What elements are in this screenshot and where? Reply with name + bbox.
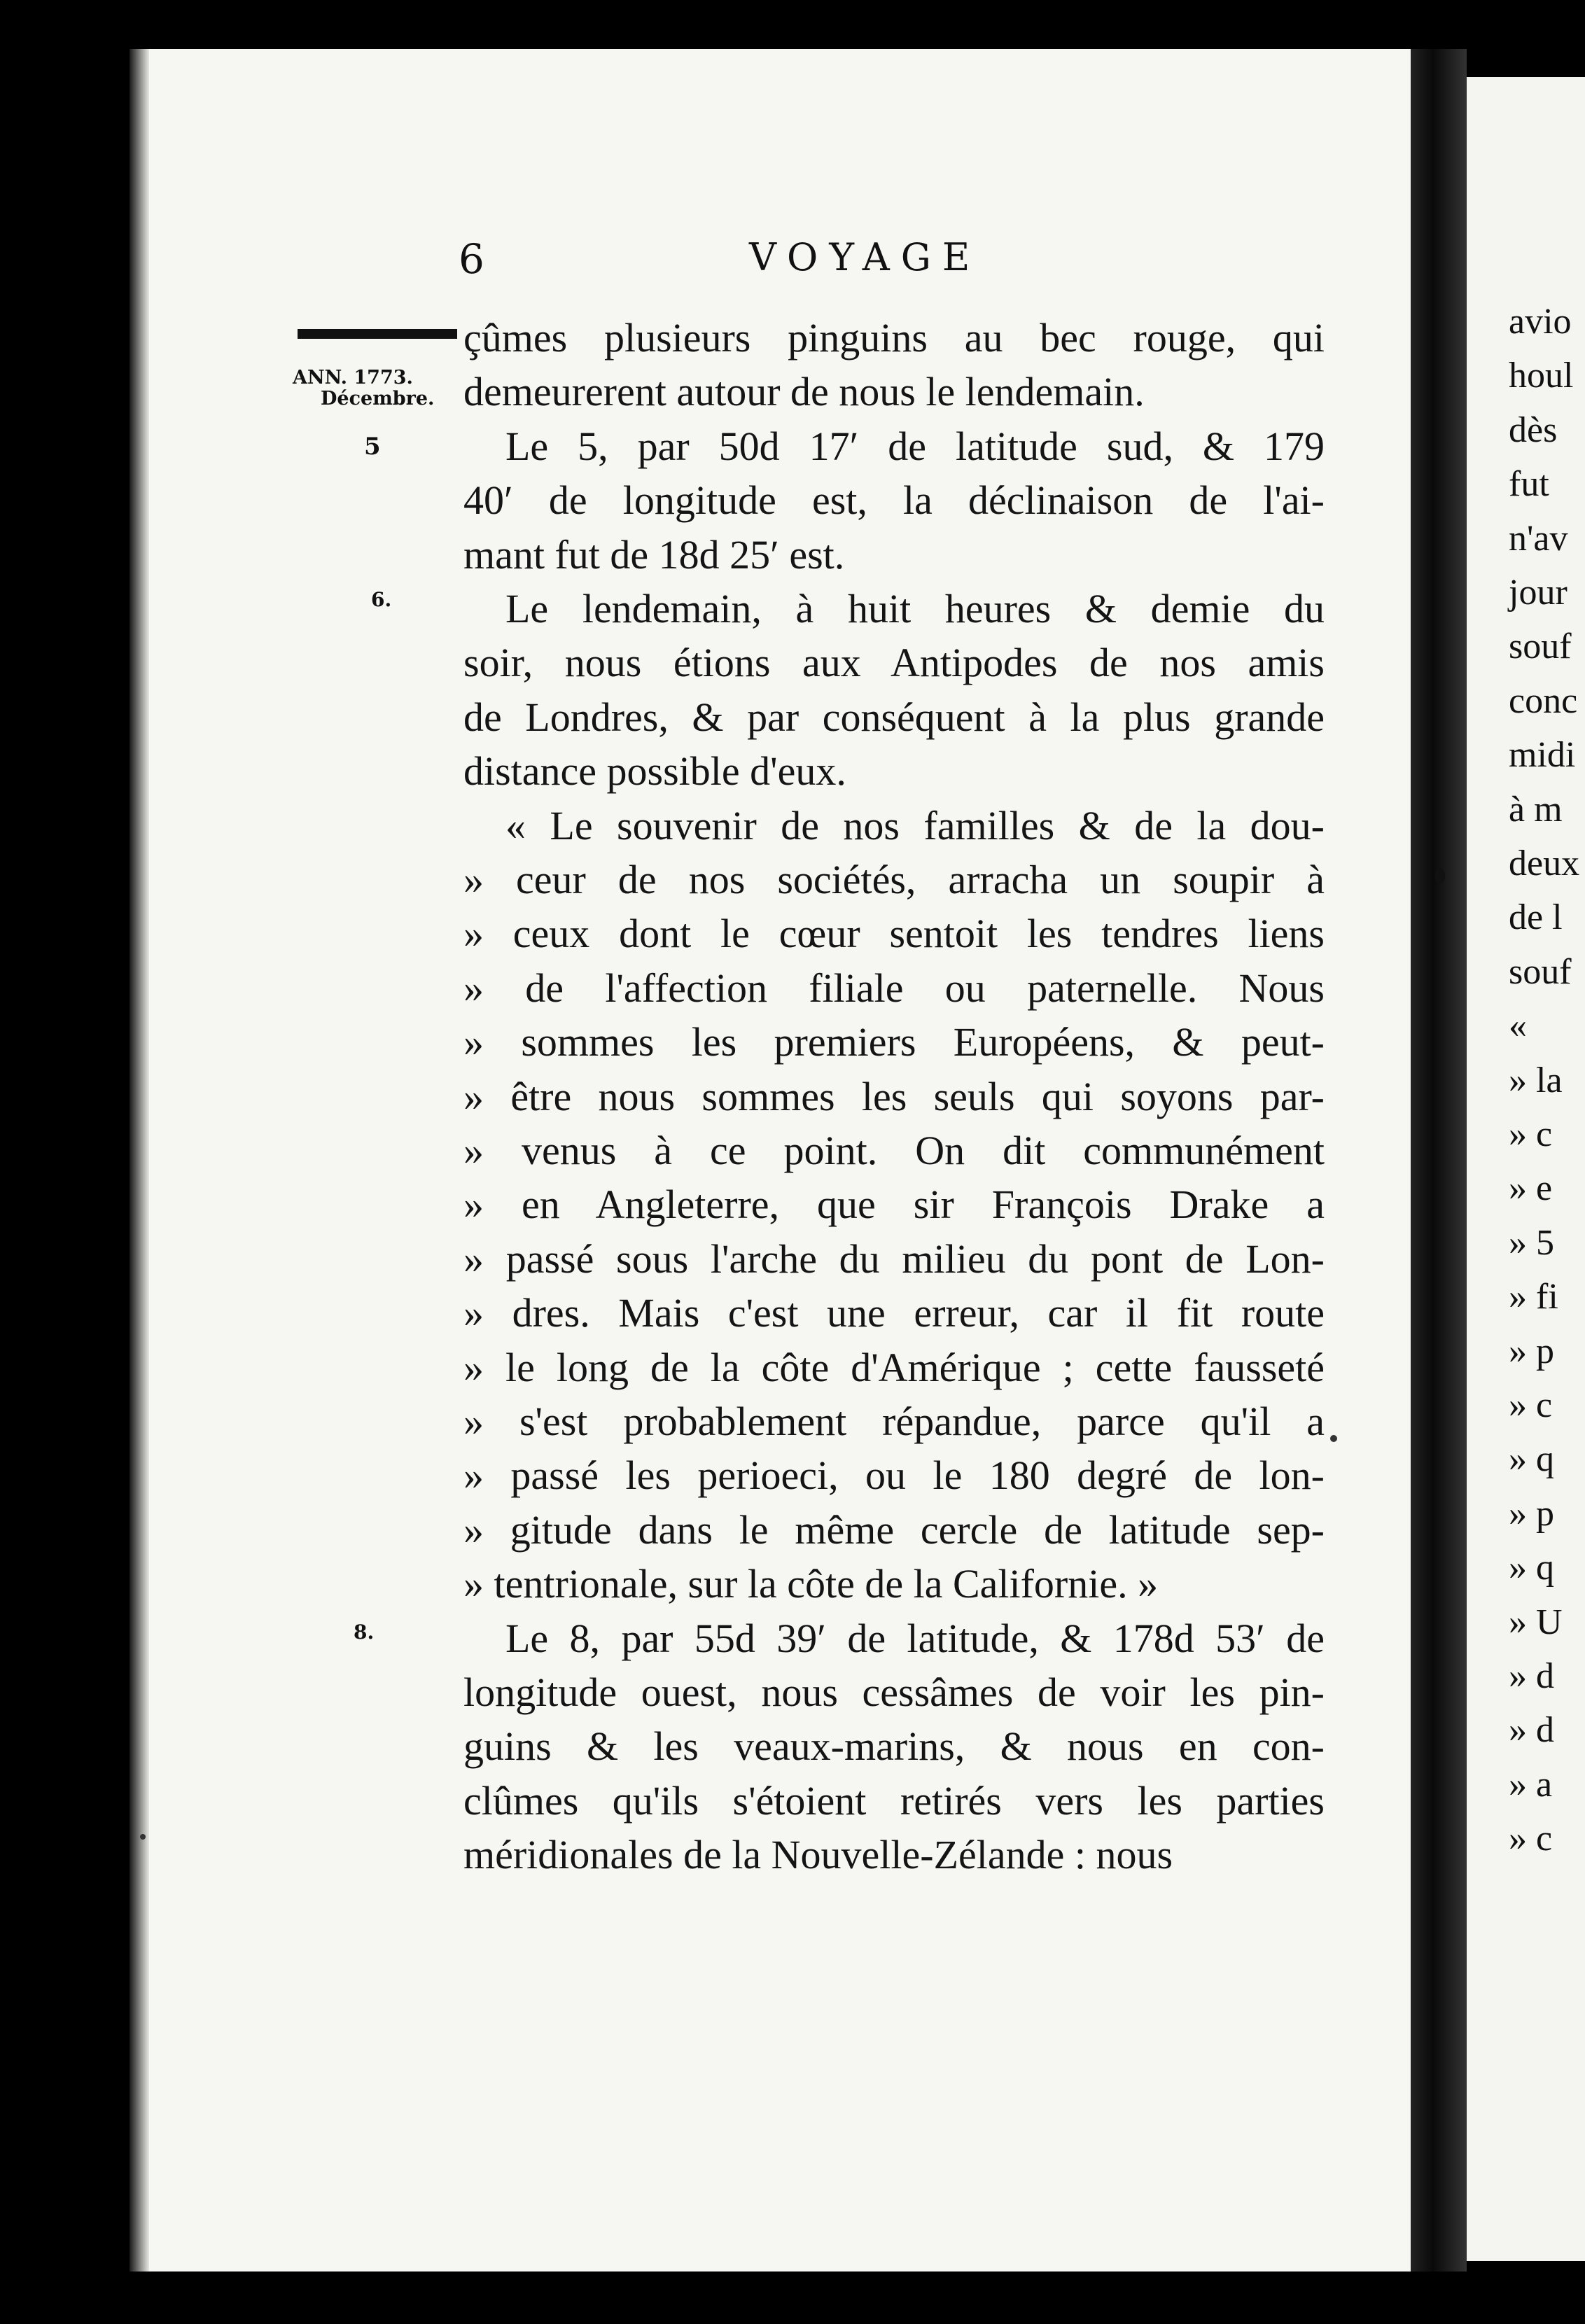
margin-year: ANN. 1773.	[293, 367, 413, 388]
margin-note	[293, 368, 434, 410]
text-line: soir, nous étions aux Antipodes de nos amis	[463, 640, 1325, 686]
running-title: VOYAGE	[749, 235, 982, 279]
text-line: » ceur de nos sociétés, arracha un soupir à	[463, 857, 1325, 902]
text-line: Le 5, par 50d 17′ de latitude sud, & 179	[505, 423, 1325, 469]
text-line: demeurerent autour de nous le lendemain.	[463, 369, 1145, 415]
text-line: longitude ouest, nous cessâmes de voir les pin-	[463, 1670, 1325, 1715]
margin-month: Décembre.	[321, 388, 435, 410]
text-line: » gitude dans le même cercle de latitude sep-	[463, 1506, 1325, 1553]
text-line: » s'est probablement répandue, parce qu'il a	[463, 1399, 1325, 1444]
facing-page-fragment: » c	[1509, 1819, 1553, 1859]
facing-page-fragment: n'av	[1509, 518, 1568, 559]
facing-page-fragment: «	[1509, 1006, 1527, 1046]
text-line: mant fut de 18d 25′ est.	[463, 531, 845, 578]
text-line: de Londres, & par conséquent à la plus grande	[463, 694, 1325, 740]
text-line: Le 8, par 55d 39′ de latitude, & 178d 53′ de	[505, 1615, 1325, 1661]
facing-page-fragment: » p	[1509, 1331, 1554, 1371]
ink-speck	[1330, 1435, 1337, 1442]
facing-page-fragment: conc	[1509, 680, 1578, 721]
text-line: « Le souvenir de nos familles & de la dou-	[505, 802, 1325, 848]
facing-page-fragment: » e	[1509, 1168, 1553, 1209]
text-line: » dres. Mais c'est une erreur, car il fit route	[463, 1290, 1325, 1336]
facing-page-fragment: » p	[1509, 1493, 1554, 1534]
text-line: » en Angleterre, que sir François Drake a	[463, 1182, 1325, 1228]
facing-page-fragment: avio	[1509, 302, 1572, 342]
text-line: » le long de la côte d'Amérique ; cette fausseté	[463, 1344, 1325, 1390]
text-line: » de l'affection filiale ou paternelle. Nous	[463, 965, 1325, 1011]
facing-page-fragment: » c	[1509, 1114, 1553, 1154]
page-number: 6	[459, 235, 484, 283]
book-gutter	[1411, 49, 1467, 2272]
facing-page-fragment: » a	[1509, 1764, 1553, 1805]
facing-page-fragment: de l	[1509, 897, 1563, 938]
text-line: » ceux dont le cœur sentoit les tendres liens	[463, 911, 1325, 957]
text-line: méridionales de la Nouvelle-Zélande : nous	[463, 1832, 1173, 1878]
margin-date-5: 5	[364, 433, 381, 461]
text-line: guins & les veaux-marins, & nous en con-	[463, 1723, 1325, 1770]
facing-page-fragment: » q	[1509, 1439, 1554, 1480]
facing-page-fragment: » fi	[1509, 1277, 1558, 1317]
facing-page-fragment: fut	[1509, 464, 1549, 505]
facing-page-fragment: » U	[1509, 1602, 1563, 1642]
facing-page-fragment: souf	[1509, 951, 1572, 992]
text-line: clûmes qu'ils s'étoient retirés vers les parties	[463, 1777, 1325, 1823]
facing-page-fragment: » d	[1509, 1656, 1554, 1696]
facing-page-fragment: deux	[1509, 844, 1580, 883]
text-line: » passé les perioeci, ou le 180 degré de lon-	[463, 1452, 1325, 1499]
facing-page-fragment: dès	[1509, 410, 1558, 450]
margin-rule	[298, 329, 457, 339]
ink-speck	[140, 1834, 146, 1840]
text-line: » tentrionale, sur la côte de la Californie. »	[463, 1561, 1159, 1607]
facing-page-fragment: houl	[1509, 356, 1574, 396]
facing-page-fragment: jour	[1509, 573, 1567, 612]
text-line: distance possible d'eux.	[463, 748, 846, 794]
margin-date-8: 8.	[354, 1620, 375, 1644]
margin-date-6: 6.	[371, 588, 392, 611]
text-line: » sommes les premiers Européens, & peut-	[463, 1019, 1325, 1065]
facing-page	[1467, 77, 1585, 2261]
facing-page-fragment: » 5	[1509, 1222, 1554, 1263]
text-line: çûmes plusieurs pinguins au bec rouge, qui	[463, 315, 1325, 360]
text-line: » passé sous l'arche du milieu du pont de Lon-	[463, 1236, 1325, 1282]
text-line: » venus à ce point. On dit communément	[463, 1128, 1325, 1173]
text-line: 40′ de longitude est, la déclinaison de l'ai-	[463, 477, 1325, 524]
facing-page-fragment: à m	[1509, 789, 1563, 830]
ink-speck	[1435, 868, 1445, 883]
facing-page-fragment: » c	[1509, 1385, 1553, 1425]
facing-page-fragment: midi	[1509, 735, 1576, 776]
facing-page-fragment: » q	[1509, 1548, 1554, 1588]
facing-page-fragment: » d	[1509, 1710, 1554, 1751]
text-line: » être nous sommes les seuls qui soyons par-	[463, 1073, 1325, 1119]
facing-page-fragment: » la	[1509, 1060, 1563, 1100]
text-line: Le lendemain, à huit heures & demie du	[505, 586, 1325, 631]
facing-page-fragment: souf	[1509, 626, 1572, 667]
